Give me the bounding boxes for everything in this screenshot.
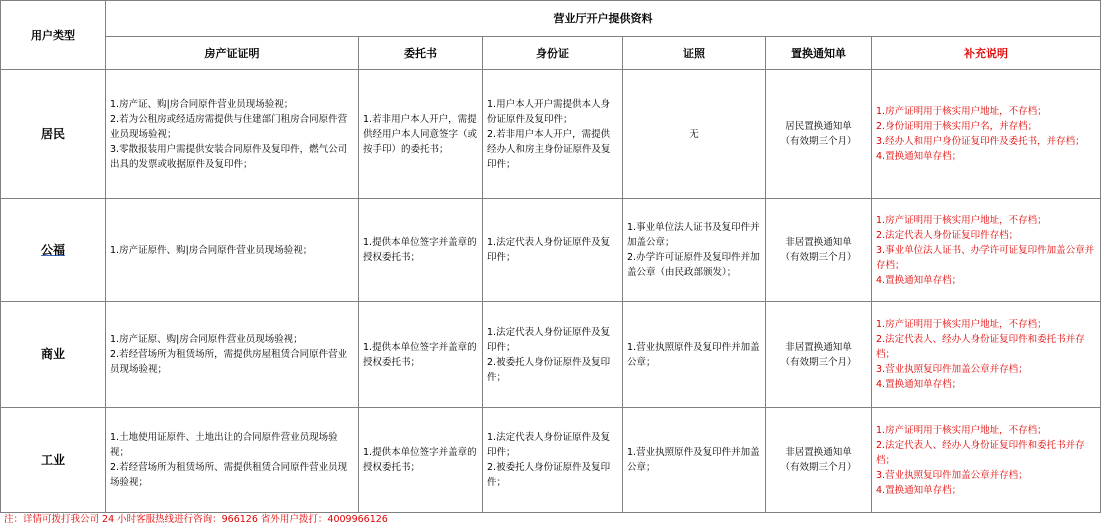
header-user-type: 用户类型 [1,1,106,70]
list-item: 4.置换通知单存档； [876,484,962,496]
list-item: 1.营业执照原件及复印件并加盖公章； [627,447,760,473]
list-item: 2.身份证明用于核实用户名，并存档； [876,121,1038,132]
footer-note: 注：详情可拨打我公司 24 小时客服热线进行咨询：966126 省外用户拨打：4009966126 [4,514,388,525]
row-type: 工业 [1,408,106,513]
list-item: 2.法定代表人身份证复印件存档； [876,229,1019,241]
list-item: 1.土地使用证原件、土地出让的合同原件营业员现场验视； [110,432,338,458]
cell-notice [766,302,872,408]
cell-license [623,70,766,199]
list-item: 1.用户本人开户需提供本人身份证原件及复印件； [487,98,611,125]
list-item: 2.若非用户本人开户，需提供经办人和房主身份证原件及复印件； [487,128,611,170]
cell-proxy [359,70,483,199]
list-item: 1.若非用户本人开户，需提供经用户本人同意签字（或按手印）的委托书； [363,113,478,155]
list-item: 1.营业执照原件及复印件并加盖公章； [627,341,760,368]
cell-property [106,408,359,513]
list-item: 1.法定代表人身份证原件及复印件； [487,326,611,353]
list-item: 3.经办人和用户身份证复印件及委托书，并存档； [876,136,1085,147]
notice-validity: （有效期三个月） [780,252,857,263]
row-type [1,199,106,302]
list-item: 2.若为公租房或经适房需提供与住建部门租房合同原件营业员现场验视； [110,113,348,140]
list-item: 3.营业执照复印件加盖公章并存档； [876,364,1028,375]
header-col-proxy: 委托书 [359,37,483,70]
list-item: 3.零散报装用户需提供安装合同原件及复印件，燃气公司出具的发票或收据原件及复印件； [110,143,348,170]
cell-license [623,199,766,302]
table-row [1,70,1101,199]
cell-notes [872,70,1101,199]
cell-idcard [483,302,623,408]
header-col-notes: 补充说明 [872,37,1101,70]
row-type: 居民 [1,70,106,199]
notice-name: 非居置换通知单 [785,341,852,353]
list-item: 1.房产证明用于核实用户地址，不存档； [876,319,1047,330]
row-type: 商业 [1,302,106,408]
cell-proxy [359,302,483,408]
list-item: 2.被委托人身份证原件及复印件； [487,462,611,488]
header-col-idcard: 身份证 [483,37,623,70]
list-item: 3.事业单位法人证书、办学许可证复印件加盖公章并存档； [876,244,1095,271]
cell-license [623,302,766,408]
header-group-title: 营业厅开户提供资料 [106,1,1101,37]
list-item: 1.房产证明用于核实用户地址，不存档； [876,214,1047,226]
list-item: 2.若经营场所为租赁场所、需提供租赁合同原件营业员现场验视； [110,462,348,488]
list-item: 1.提供本单位签字并盖章的授权委托书； [363,447,477,473]
notice-validity: （有效期三个月） [780,356,857,368]
table-row [1,199,1101,302]
notice-name: 居民置换通知单 [785,121,852,132]
table-row [1,302,1101,408]
list-item: 1.提供本单位签字并盖章的授权委托书； [363,237,477,263]
row-type-label: 公福 [40,242,65,257]
cell-idcard [483,70,623,199]
cell-proxy [359,199,483,302]
cell-notice [766,199,872,302]
list-item: 3.营业执照复印件加盖公章并存档； [876,469,1028,481]
cell-idcard [483,408,623,513]
list-item: 1.房产证原件、购|房合同原件营业员现场验视； [110,244,313,256]
header-col-property: 房产证证明 [106,37,359,70]
cell-notes [872,199,1101,302]
list-item: 1.法定代表人身份证原件及复印件； [487,432,611,458]
cell-property [106,70,359,199]
cell-notes [872,302,1101,408]
list-item: 1.事业单位法人证书及复印件并加盖公章； [627,222,760,248]
list-item: 1.法定代表人身份证原件及复印件； [487,237,611,263]
cell-property [106,199,359,302]
list-item: 4.置换通知单存档； [876,274,962,286]
header-col-license: 证照 [623,37,766,70]
list-item: 4.置换通知单存档； [876,151,962,162]
cell-notice [766,408,872,513]
list-item: 1.提供本单位签字并盖章的授权委托书； [363,341,477,368]
cell-license [623,408,766,513]
cell-idcard [483,199,623,302]
list-item: 2.法定代表人、经办人身份证复印件和委托书并存档； [876,439,1085,466]
list-item: 1.房产证明用于核实用户地址，不存档； [876,424,1047,436]
notice-validity: （有效期三个月） [780,462,857,473]
cell-notice [766,70,872,199]
cell-property [106,302,359,408]
notice-name: 非居置换通知单 [785,237,852,248]
list-item: 1.房产证原、购|房合同原件营业员现场验视； [110,334,303,345]
cell-proxy [359,408,483,513]
notice-name: 非居置换通知单 [785,447,852,458]
list-item: 2.被委托人身份证原件及复印件； [487,356,611,383]
list-item: 无 [689,128,699,140]
list-item: 2.法定代表人、经办人身份证复印件和委托书并存档； [876,334,1085,360]
list-item: 4.置换通知单存档； [876,379,962,390]
header-col-notice: 置换通知单 [766,37,872,70]
list-item: 2.若经营场所为租赁场所，需提供房屋租赁合同原件营业员现场验视； [110,349,348,375]
list-item: 1.房产证、购|房合同原件营业员现场验视； [110,98,294,110]
list-item: 2.办学许可证原件及复印件并加盖公章（由民政部颁发）； [627,252,760,278]
table-row [1,408,1101,513]
cell-notes [872,408,1101,513]
notice-validity: （有效期三个月） [780,136,857,147]
list-item: 1.房产证明用于核实用户地址，不存档； [876,106,1047,117]
